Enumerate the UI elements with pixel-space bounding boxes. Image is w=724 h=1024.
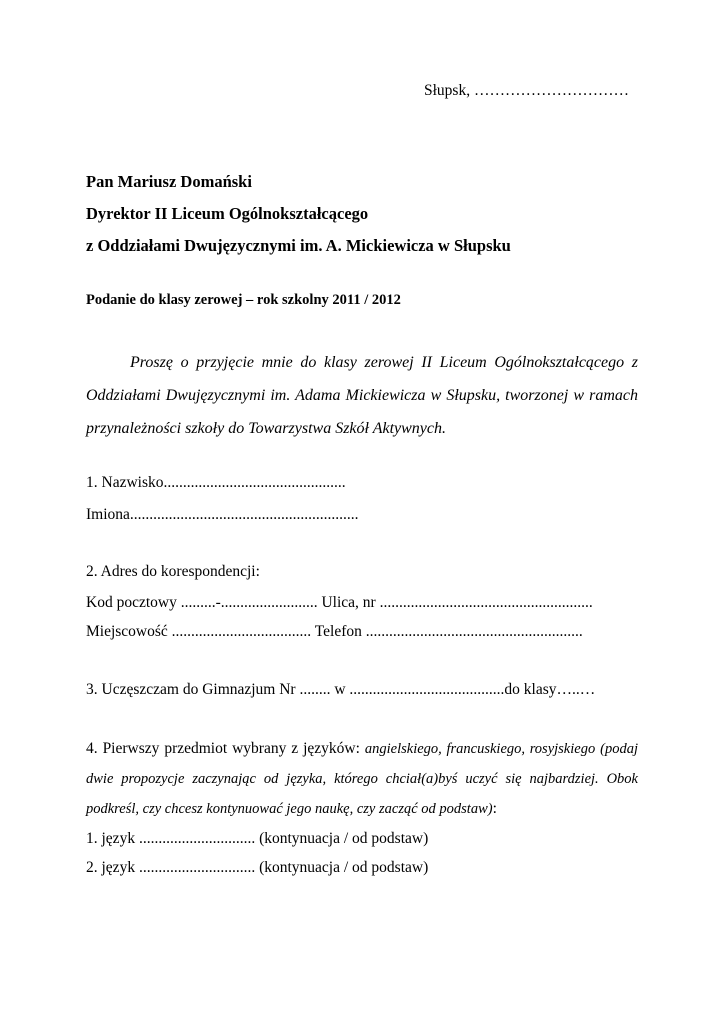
- addressee-title: Dyrektor II Liceum Ogólnokształcącego: [86, 204, 369, 223]
- language-instructions-text: (podaj dwie propozycje zaczynając od języka, którego chciał(a)byś uczyć się najbardziej. Obok podkreśl, czy chcesz kontynuować jego naukę, czy zacząć od podstaw): [86, 741, 639, 817]
- postal-street-field: Kod pocztowy .........-......................... Ulica, nr .......................................................: [86, 594, 593, 611]
- city-phone-field: Miejscowość .................................... Telefon ........................................................: [86, 623, 583, 640]
- surname-field: 1. Nazwisko...............................................: [86, 474, 346, 491]
- address-heading: 2. Adres do korespondencji:: [86, 563, 260, 580]
- language-section: [86, 734, 638, 882]
- language-instructions-colon: :: [492, 800, 497, 817]
- language-instructions: [86, 734, 638, 824]
- first-names-field: Imiona...........................................................: [86, 506, 359, 523]
- school-attended-field: 3. Uczęszczam do Gimnazjum Nr ........ w ........................................do klasy…..…: [86, 681, 596, 698]
- subject-line: Podanie do klasy zerowej – rok szkolny 2011 / 2012: [86, 292, 401, 308]
- place-date-line: Słupsk, …………………………: [424, 82, 629, 99]
- request-text: Proszę o przyjęcie mnie do klasy zerowej II Liceum Ogólnokształcącego z Oddziałami Dwujęzycznymi im. Adama Mickiewicza w Słupsku, tworzonej w ramach przynależności szkoły do Towarzystwa Szkół Aktywnych.: [86, 354, 638, 437]
- language-choice-1: 1. język .............................. (kontynuacja / od podstaw): [86, 830, 429, 847]
- language-choice-2: 2. język .............................. (kontynuacja / od podstaw): [86, 859, 429, 876]
- language-intro: 4. Pierwszy przedmiot wybrany z języków:: [86, 740, 365, 757]
- addressee-school: z Oddziałami Dwujęzycznymi im. A. Mickiewicza w Słupsku: [86, 236, 511, 255]
- addressee-name: Pan Mariusz Domański: [86, 172, 252, 191]
- request-paragraph: [86, 346, 638, 445]
- language-options: angielskiego, francuskiego, rosyjskiego: [364, 741, 596, 757]
